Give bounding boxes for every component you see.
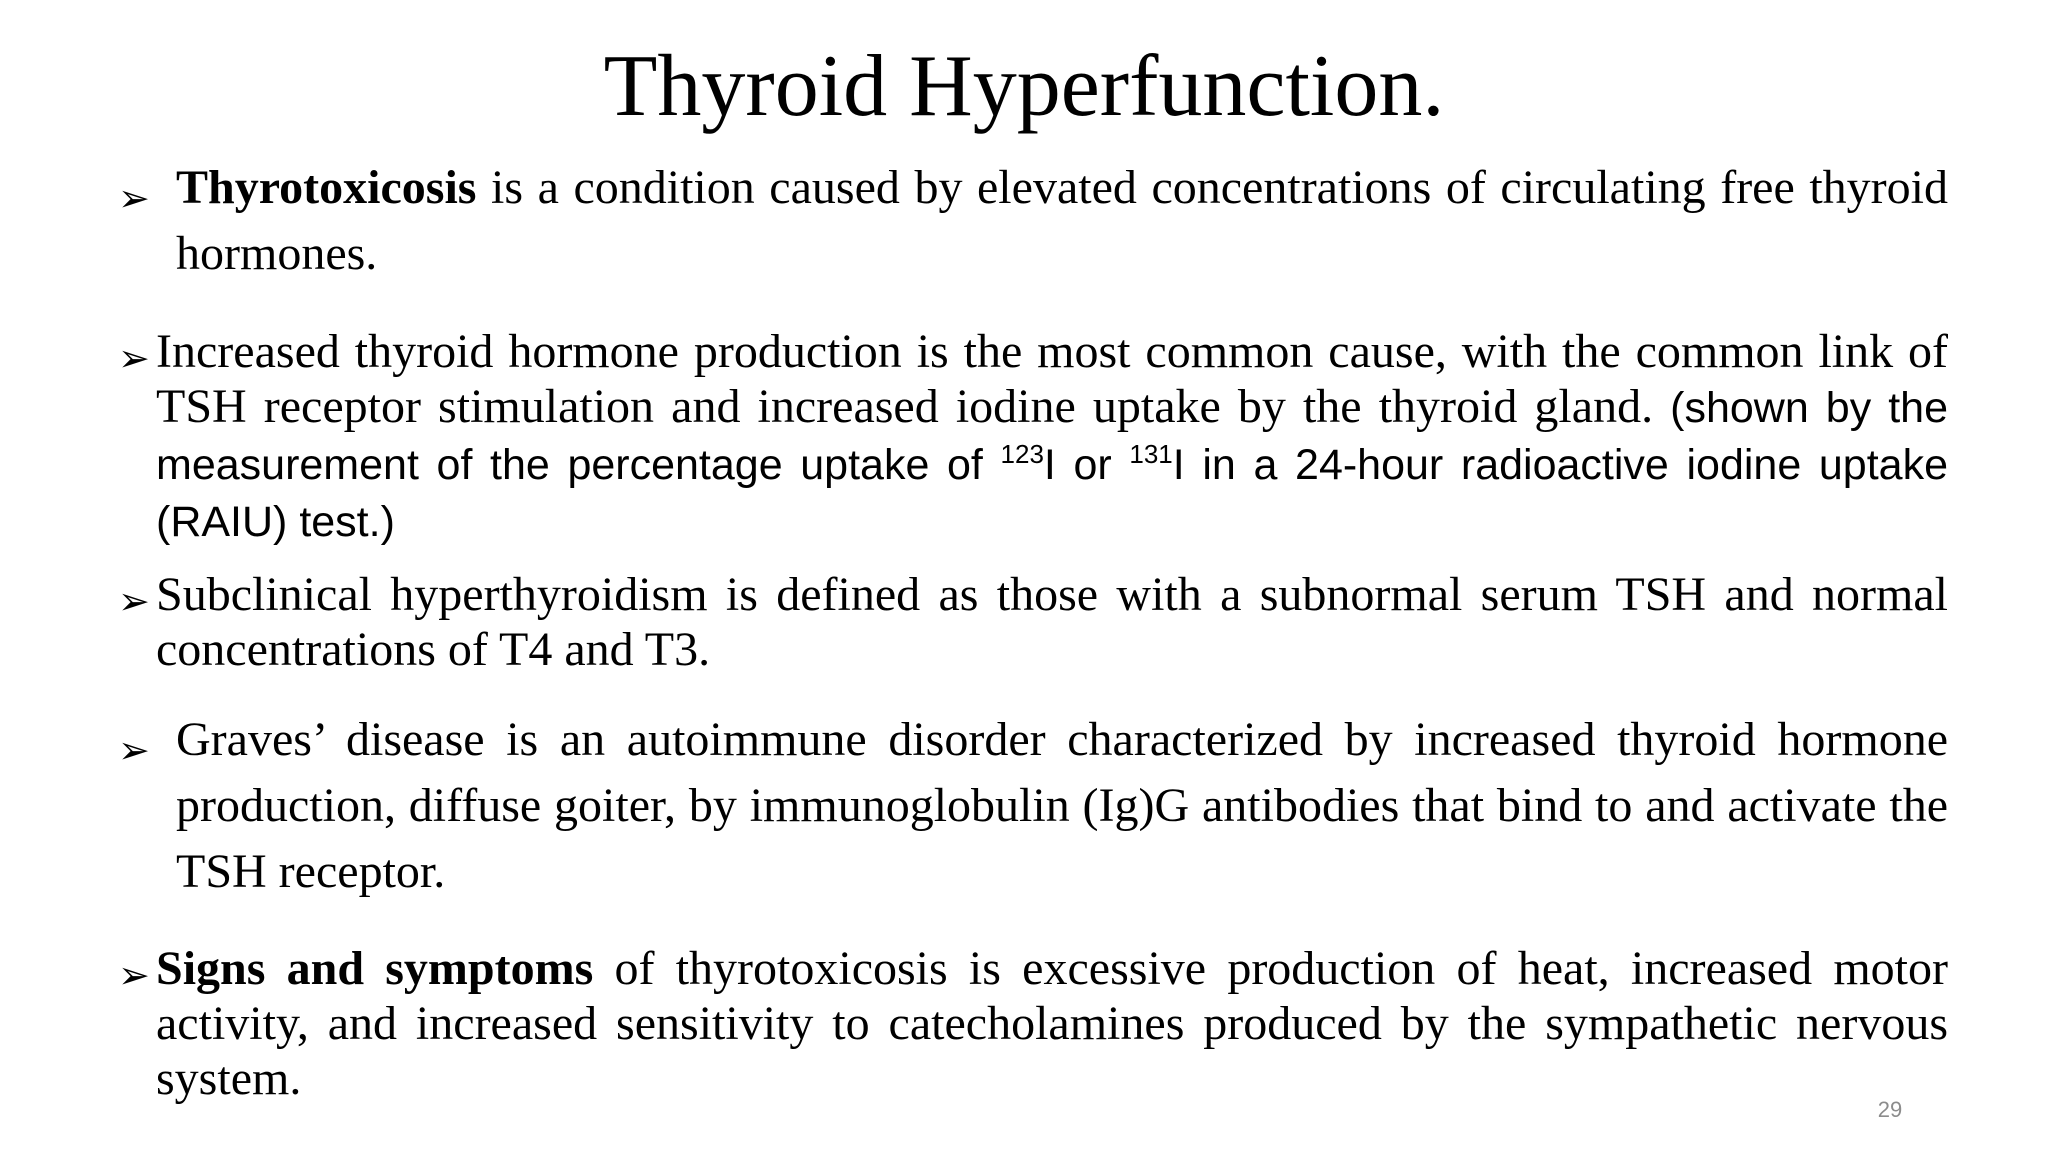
arrow-bullet-icon: ➢ <box>118 336 150 380</box>
bullet-text <box>156 941 1948 1106</box>
slide-title: Thyroid Hyperfunction. <box>603 38 1445 135</box>
bullet-graves-disease <box>118 707 1948 905</box>
definition-text: is a condition caused by elevated concentrations of circulating free thyroid hormones. <box>176 161 1948 280</box>
bullet-text: Graves’ disease is an autoimmune disorder characterized by increased thyroid hormone production, diffuse goiter, by immunoglobulin (Ig)G antibodies that bind to and activate the TSH receptor. <box>176 713 1948 898</box>
term-signs-symptoms: Signs and symptoms <box>156 942 594 995</box>
bullet-text <box>176 155 1948 287</box>
raiu-note: (shown by the measurement of the percentage uptake of $^{123}$I or $^{131}$I in a 24-hour radioactive iodine uptake (RAIU) test.) <box>156 384 1948 546</box>
bullet-text: Subclinical hyperthyroidism is defined as those with a subnormal serum TSH and normal concentrations of T4 and T3. <box>156 568 1948 676</box>
bullet-text <box>156 324 1948 550</box>
page-number: 29 <box>1877 1097 1903 1122</box>
production-text: Increased thyroid hormone production is the most common cause, with the common link of TSH receptor stimulation and increased iodine uptake by the thyroid gland. <box>156 325 1948 433</box>
arrow-bullet-icon: ➢ <box>118 176 150 220</box>
bullet-thyrotoxicosis <box>118 155 1948 287</box>
bullet-subclinical <box>118 567 1948 677</box>
bullet-signs-symptoms <box>118 941 1948 1106</box>
signs-text: of thyrotoxicosis is excessive production of heat, increased motor activity, and increased sensitivity to catecholamines produced by the sympathetic nervous system. <box>156 942 1948 1105</box>
isotope-123: 123 <box>1000 439 1044 469</box>
bullet-hormone-production <box>118 324 1948 550</box>
arrow-bullet-icon: ➢ <box>118 953 150 997</box>
arrow-bullet-icon: ➢ <box>118 579 150 623</box>
arrow-bullet-icon: ➢ <box>118 728 150 772</box>
term-thyrotoxicosis: Thyrotoxicosis <box>176 161 477 214</box>
isotope-131: 131 <box>1129 439 1173 469</box>
